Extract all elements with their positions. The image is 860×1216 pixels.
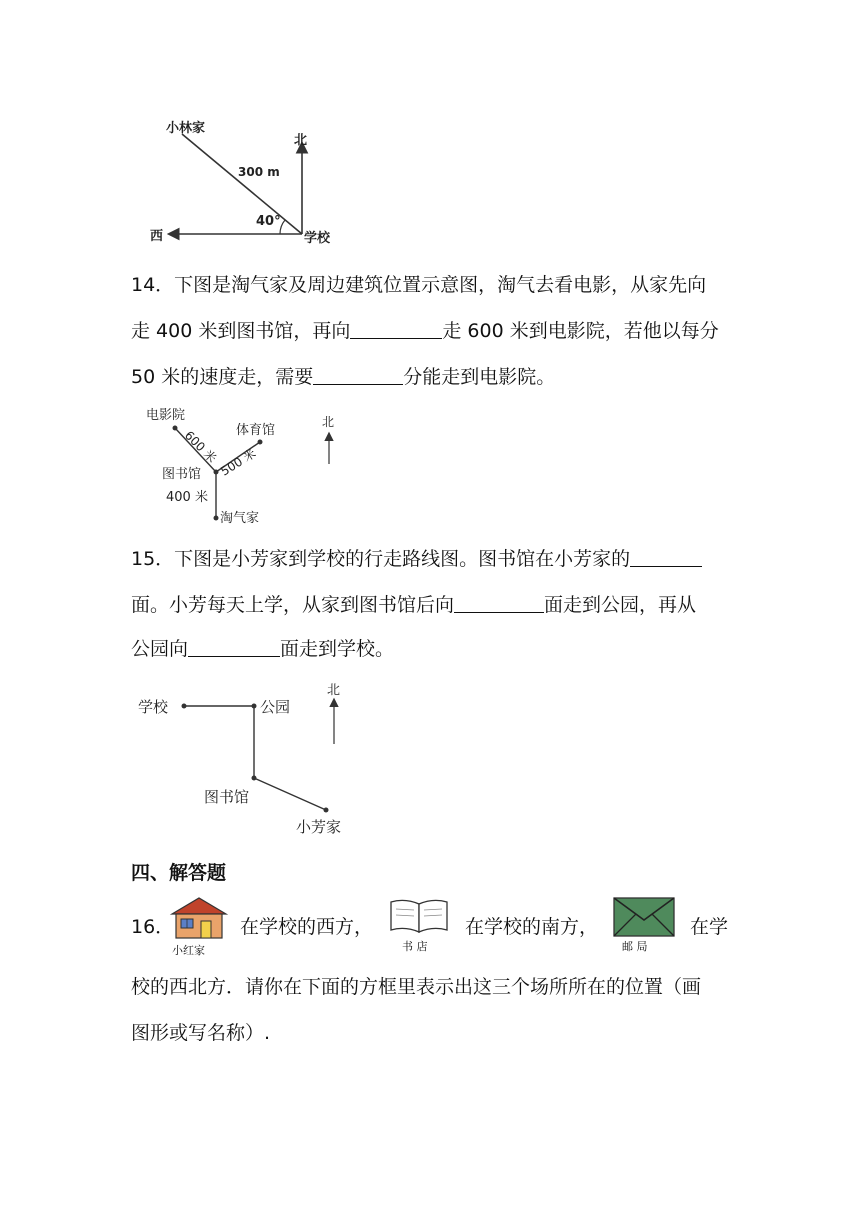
section-title: 四、解答题: [131, 862, 227, 884]
house-icon-graphic: [168, 896, 230, 940]
q14-line2: [131, 318, 719, 344]
fig13-angle-label: 40°: [256, 214, 281, 229]
answer-blank[interactable]: [630, 546, 702, 567]
fig13-north-label: 北: [294, 133, 308, 148]
fig15-north-label: 北: [327, 683, 341, 698]
fig14-north-label: 北: [322, 415, 335, 429]
envelope-icon-label: 邮 局: [622, 940, 648, 953]
q16-number: 16．: [131, 916, 175, 938]
fig15-home-label: 小芳家: [296, 818, 342, 836]
fig14-d400-label: 400 米: [166, 490, 208, 505]
q14-line3: [131, 364, 555, 390]
cinema-dot: [173, 426, 178, 431]
fig13-distance-label: 300 m: [238, 165, 280, 179]
home-dot: [324, 808, 329, 813]
fig14-library-label: 图书馆: [162, 467, 202, 482]
fig14-gym-label: 体育馆: [236, 423, 276, 438]
house-icon-label: 小红家: [172, 944, 205, 957]
fig15-park-label: 公园: [260, 698, 291, 716]
fig13-west-label: 西: [150, 229, 164, 244]
q14-line3b: 分能走到电影院。: [403, 366, 556, 388]
school-dot: [182, 704, 187, 709]
fig13-school-label: 学校: [304, 231, 331, 246]
answer-blank[interactable]: [313, 364, 403, 385]
answer-blank[interactable]: [454, 592, 544, 613]
house-icon: [168, 896, 230, 958]
fig14-d500-label: 500 米: [218, 446, 259, 479]
fig15-school-label: 学校: [138, 698, 169, 716]
q15-line2a: 面。小芳每天上学，从家到图书馆后向: [131, 594, 455, 616]
q16-text2: 在学校的南方，: [465, 916, 599, 938]
q14-line3a: 50 米的速度走，需要: [131, 366, 314, 388]
q16-text1: 在学校的西方，: [240, 916, 374, 938]
park-dot: [252, 704, 257, 709]
q14-line1: 14．下图是淘气家及周边建筑位置示意图，淘气去看电影，从家先向: [131, 274, 707, 296]
book-icon: [388, 896, 450, 956]
fig14-home-label: 淘气家: [220, 511, 260, 526]
answer-blank[interactable]: [188, 636, 280, 657]
figure-15: [130, 676, 370, 846]
q15-line1: [131, 546, 702, 572]
fig13-home-label: 小林家: [166, 121, 206, 136]
q15-line3: [131, 636, 394, 662]
line-library-home: [254, 778, 326, 810]
q14-line2a: 走 400 米到图书馆，再向: [131, 320, 351, 342]
q16-line2: 校的西北方．请你在下面的方框里表示出这三个场所所在的位置（画: [131, 976, 702, 998]
angle-arc: [280, 220, 285, 234]
envelope-icon: [612, 896, 676, 956]
q15-line3a: 公园向: [131, 638, 189, 660]
fig14-cinema-label: 电影院: [146, 408, 186, 423]
figure-13: [130, 110, 350, 250]
line-home-school: [182, 134, 302, 234]
q15-line2b: 面走到公园，再从: [544, 594, 697, 616]
gym-dot: [258, 440, 263, 445]
answer-blank[interactable]: [350, 318, 442, 339]
fig15-library-label: 图书馆: [204, 788, 250, 806]
figure-14: [140, 400, 360, 530]
library-dot: [214, 470, 219, 475]
fig14-d600-label: 600 米: [181, 428, 220, 466]
home-dot: [214, 516, 219, 521]
library-dot: [252, 776, 257, 781]
q15-line2: [131, 592, 696, 618]
book-icon-graphic: [388, 896, 450, 936]
q14-line2b: 走 600 米到电影院，若他以每分: [442, 320, 719, 342]
book-icon-label: 书 店: [402, 940, 428, 953]
q15-line3b: 面走到学校。: [280, 638, 395, 660]
q16-line3: 图形或写名称）.: [131, 1022, 271, 1044]
q15-line1a: 15．下图是小芳家到学校的行走路线图。图书馆在小芳家的: [131, 548, 631, 570]
q16-text3: 在学: [690, 916, 729, 938]
envelope-icon-graphic: [612, 896, 676, 938]
